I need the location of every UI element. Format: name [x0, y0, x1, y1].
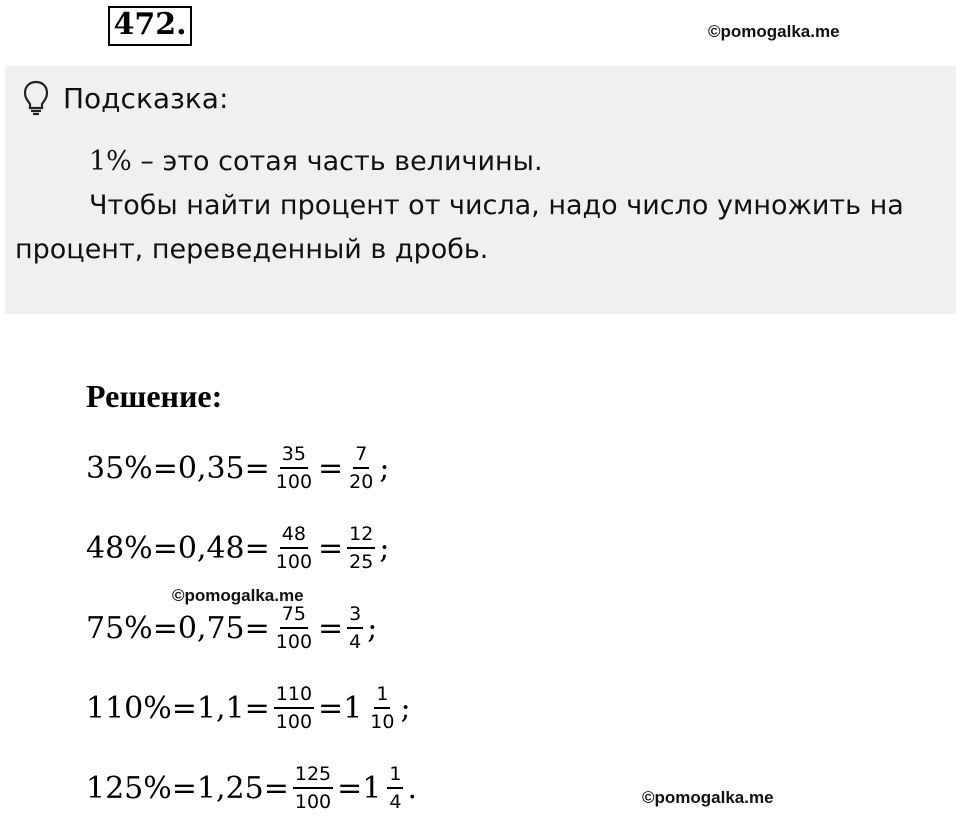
- equals-sign: =: [244, 450, 270, 486]
- decimal-value: 1,1: [196, 690, 245, 726]
- hundredths-fraction: [293, 762, 333, 814]
- equals-sign: =: [263, 770, 289, 806]
- hint-panel: [5, 66, 956, 314]
- reduced-fraction: [387, 762, 403, 814]
- fraction-denominator: 25: [349, 551, 374, 573]
- hundredths-fraction: [274, 682, 314, 734]
- hint-percent: 1%: [89, 146, 132, 177]
- equals-sign: =: [152, 610, 178, 646]
- hint-header: [23, 78, 228, 118]
- hundredths-fraction: [274, 602, 314, 654]
- percent-value: 35%: [86, 450, 153, 486]
- mixed-whole: 1: [362, 770, 382, 806]
- fraction-denominator: 100: [294, 791, 332, 813]
- equation-end: ;: [379, 530, 390, 566]
- percent-value: 125%: [86, 770, 172, 806]
- equation-end: ;: [367, 610, 378, 646]
- fraction-numerator: 7: [353, 442, 369, 469]
- lightbulb-icon: [23, 80, 49, 116]
- equation-row: [86, 678, 411, 738]
- equals-sign: =: [171, 770, 197, 806]
- reduced-fraction: [347, 602, 363, 654]
- equals-sign: =: [318, 530, 344, 566]
- fraction-denominator: 10: [370, 711, 395, 733]
- fraction-numerator: 3: [347, 602, 363, 629]
- equals-sign: =: [244, 690, 270, 726]
- fraction-numerator: 75: [280, 602, 308, 629]
- fraction-numerator: 110: [274, 682, 314, 709]
- fraction-denominator: 4: [349, 631, 362, 653]
- hint-line-2: Чтобы найти процент от числа, надо число умножить на процент, переведенный в дробь.: [15, 190, 904, 265]
- reduced-fraction: [368, 682, 396, 734]
- equals-sign: =: [318, 610, 344, 646]
- reduced-fraction: [347, 522, 375, 574]
- mixed-whole: 1: [343, 690, 363, 726]
- hint-text: [15, 140, 945, 272]
- task-number: 472.: [108, 6, 192, 46]
- fraction-numerator: 1: [387, 762, 403, 789]
- fraction-numerator: 125: [293, 762, 333, 789]
- equation-row: [86, 598, 377, 658]
- equation-row: [86, 518, 389, 578]
- reduced-fraction: [347, 442, 375, 494]
- fraction-denominator: 100: [275, 631, 313, 653]
- hint-title: Подсказка:: [63, 81, 229, 115]
- equals-sign: =: [244, 530, 270, 566]
- equals-sign: =: [171, 690, 197, 726]
- equation-row: [86, 438, 389, 498]
- fraction-denominator: 100: [275, 711, 313, 733]
- percent-value: 75%: [86, 610, 153, 646]
- fraction-denominator: 4: [389, 791, 402, 813]
- equals-sign: =: [337, 770, 363, 806]
- equals-sign: =: [318, 450, 344, 486]
- decimal-value: 1,25: [196, 770, 264, 806]
- fraction-numerator: 48: [280, 522, 308, 549]
- fraction-denominator: 20: [349, 471, 374, 493]
- equation-end: ;: [379, 450, 390, 486]
- hint-line-1: [15, 140, 945, 184]
- decimal-value: 0,75: [177, 610, 245, 646]
- equals-sign: =: [318, 690, 344, 726]
- fraction-numerator: 1: [374, 682, 390, 709]
- equation-end: ;: [400, 690, 411, 726]
- watermark-bottom: ©pomogalka.me: [642, 788, 774, 807]
- solution-title: Решение:: [86, 378, 223, 414]
- equation-end: .: [407, 770, 417, 806]
- equation-row: [86, 758, 417, 818]
- equals-sign: =: [152, 530, 178, 566]
- decimal-value: 0,48: [177, 530, 245, 566]
- hundredths-fraction: [274, 522, 314, 574]
- equals-sign: =: [152, 450, 178, 486]
- fraction-denominator: 100: [275, 471, 313, 493]
- watermark-middle: ©pomogalka.me: [172, 586, 304, 605]
- hundredths-fraction: [274, 442, 314, 494]
- percent-value: 110%: [86, 690, 172, 726]
- percent-value: 48%: [86, 530, 153, 566]
- decimal-value: 0,35: [177, 450, 245, 486]
- equals-sign: =: [244, 610, 270, 646]
- watermark-top: ©pomogalka.me: [708, 22, 840, 41]
- fraction-numerator: 12: [347, 522, 375, 549]
- fraction-numerator: 35: [280, 442, 308, 469]
- fraction-denominator: 100: [275, 551, 313, 573]
- hint-line-1-text: – это сотая часть величины.: [131, 146, 543, 177]
